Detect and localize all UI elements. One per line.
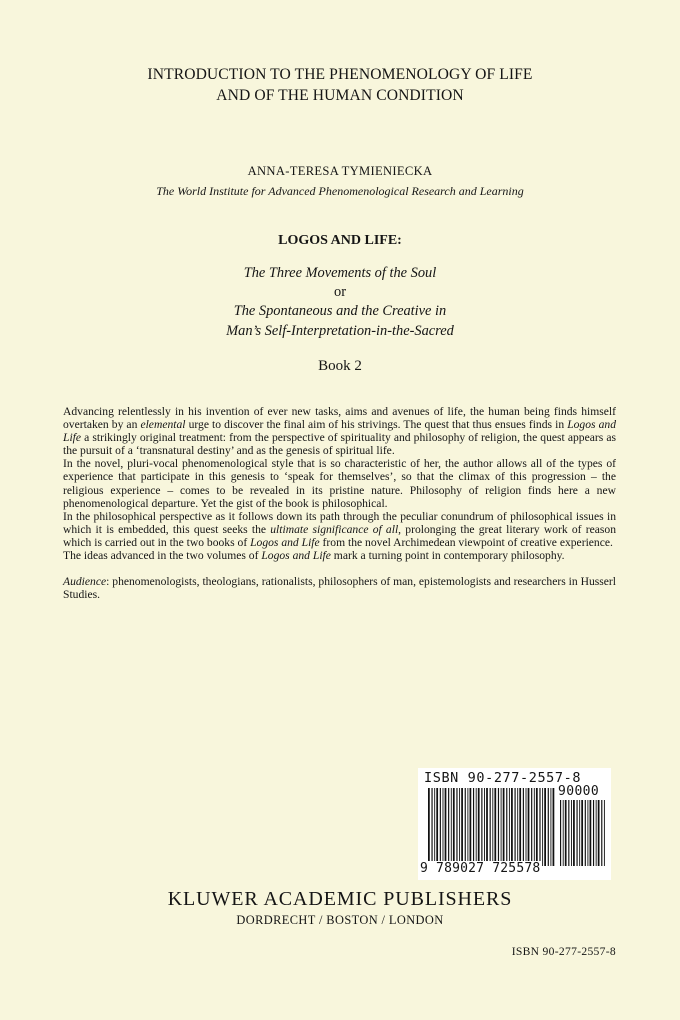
barcode-bar — [573, 800, 575, 866]
barcode-bar — [501, 788, 502, 866]
barcode-bar — [571, 800, 572, 866]
publisher-name: KLUWER ACADEMIC PUBLISHERS — [167, 888, 513, 910]
barcode-bar — [511, 788, 513, 866]
barcode-bar — [486, 788, 488, 866]
barcode-bar — [490, 788, 491, 866]
isbn-barcode — [418, 768, 611, 880]
barcode-bar — [451, 788, 452, 866]
barcode-bar — [498, 788, 499, 866]
description-text: The ideas advanced in the two volumes of — [63, 549, 262, 563]
barcode-bar — [461, 788, 463, 866]
barcode-bar — [478, 788, 480, 866]
barcode-bar — [428, 788, 430, 866]
description-emphasis: Logos and Life — [250, 535, 320, 549]
author-institute: The World Institute for Advanced Phenomenological Research and Learning — [156, 184, 524, 198]
description-text: Advancing relentlessly in his invention of ever new tasks, aims and avenues of life, the human being finds himself overtaken by an — [63, 405, 616, 432]
ean-barcode-bars — [428, 788, 556, 866]
barcode-bar — [473, 788, 474, 866]
description-paragraph-3 — [63, 510, 616, 549]
author-name: ANNA-TERESA TYMIENIECKA — [247, 164, 433, 178]
description-emphasis: Logos and Life — [261, 549, 331, 563]
barcode-bar — [436, 788, 438, 866]
audience-paragraph — [63, 575, 616, 601]
barcode-bar — [448, 788, 449, 866]
barcode-bar — [548, 788, 549, 866]
barcode-bar — [585, 800, 586, 866]
description-emphasis: Logos and Life — [63, 418, 616, 445]
barcode-bar — [542, 788, 543, 866]
book-subtitle — [0, 264, 680, 341]
description-paragraph-1 — [63, 405, 616, 457]
barcode-bar — [550, 788, 551, 866]
series-title-line-1: INTRODUCTION TO THE PHENOMENOLOGY OF LIFE — [147, 66, 533, 83]
barcode-bar — [601, 800, 602, 866]
series-title-line-2: AND OF THE HUMAN CONDITION — [216, 87, 464, 104]
barcode-bar — [560, 800, 561, 866]
barcode-bar — [528, 788, 530, 866]
description-text: In the philosophical perspective as it follows down its path through the peculiar conundrum of philosophical issues in which it is embedded, this quest seeks the — [63, 509, 616, 536]
barcode-bar — [590, 800, 592, 866]
barcode-bar — [465, 788, 466, 866]
barcode-bar — [503, 788, 505, 866]
barcode-bar — [581, 800, 583, 866]
barcode-bar — [517, 788, 518, 866]
book-title: LOGOS AND LIFE: — [278, 233, 402, 248]
barcode-bar — [514, 788, 515, 866]
series-title — [0, 64, 680, 106]
description-paragraph-4 — [63, 549, 616, 562]
barcode-bar — [519, 788, 521, 866]
barcode-bar — [534, 788, 535, 866]
barcode-bar — [470, 788, 472, 866]
barcode-bar — [509, 788, 510, 866]
barcode-bar — [596, 800, 597, 866]
book-description — [63, 405, 616, 601]
barcode-bar — [443, 788, 444, 866]
barcode-bar — [587, 800, 588, 866]
barcode-bar — [536, 788, 538, 866]
barcode-addon-number: 90000 — [558, 784, 600, 799]
barcode-bar — [523, 788, 524, 866]
barcode-bar — [492, 788, 493, 866]
barcode-bar — [434, 788, 435, 866]
barcode-bar — [576, 800, 577, 866]
barcode-bar — [563, 800, 564, 866]
description-emphasis: ultimate significance of all — [270, 522, 399, 536]
audience-label: Audience — [63, 575, 107, 589]
barcode-bar — [459, 788, 460, 866]
barcode-bar — [481, 788, 482, 866]
description-text: mark a turning point in contemporary philosophy. — [330, 549, 565, 563]
barcode-bar — [579, 800, 580, 866]
barcode-bar — [456, 788, 457, 866]
barcode-bar — [565, 800, 567, 866]
description-paragraph-2: In the novel, pluri-vocal phenomenological style that is so characteristic of her, the author allows all of the types of experience that participate in this genesis to ‘speak for themselves’, so that the climax of this progression – the religious experience – comes to be revealed in its pristine nature. Philosophy of religion finds here a new phenomenological departure. Yet the gist of the book is philosophical. — [63, 457, 616, 510]
description-text: urge to discover the final aim of his strivings. The quest that thus ensues finds in — [185, 418, 568, 432]
publisher-cities: DORDRECHT / BOSTON / LONDON — [236, 913, 444, 927]
barcode-bar — [598, 800, 600, 866]
barcode-bar — [539, 788, 540, 866]
description-emphasis: elemental — [140, 418, 186, 432]
subtitle-movements: The Three Movements of the Soul — [243, 265, 437, 281]
subtitle-or: or — [334, 284, 346, 301]
isbn-footer: ISBN 90-277-2557-8 — [511, 945, 616, 958]
barcode-bar — [544, 788, 546, 866]
audience-text: : phenomenologists, theologians, rationalists, philosophers of man, epistemologists and researchers in Husserl Studies. — [63, 575, 616, 602]
description-text: from the novel Archimedean viewpoint of creative experience. — [319, 535, 613, 549]
description-text: , prolonging the great literary work of reason which is carried out in the two books of — [63, 522, 616, 549]
description-text: a strikingly original treatment: from the perspective of spirituality and philosophy of religion, the quest appears as the pursuit of a ‘transnatural destiny’ and as the genesis of spiritual life. — [63, 431, 616, 458]
barcode-bar — [506, 788, 507, 866]
addon-barcode-bars — [560, 800, 606, 866]
barcode-bar — [453, 788, 455, 866]
barcode-bar — [531, 788, 532, 866]
barcode-bar — [467, 788, 468, 866]
barcode-ean-number: 9 789027 725578 — [420, 861, 541, 876]
barcode-bar — [553, 788, 555, 866]
barcode-bar — [604, 800, 605, 866]
barcode-isbn-label: ISBN 90-277-2557-8 — [424, 770, 582, 786]
barcode-bar — [445, 788, 447, 866]
barcode-bar — [526, 788, 527, 866]
barcode-bar — [440, 788, 441, 866]
barcode-bar — [568, 800, 569, 866]
barcode-bar — [484, 788, 485, 866]
barcode-bar — [593, 800, 594, 866]
subtitle-spontaneous-line-2: Man’s Self-Interpretation-in-the-Sacred — [226, 322, 454, 339]
book-number: Book 2 — [318, 358, 362, 374]
barcode-bar — [476, 788, 477, 866]
barcode-bar — [431, 788, 432, 866]
subtitle-spontaneous-line-1: The Spontaneous and the Creative in — [233, 303, 447, 320]
barcode-bar — [494, 788, 496, 866]
